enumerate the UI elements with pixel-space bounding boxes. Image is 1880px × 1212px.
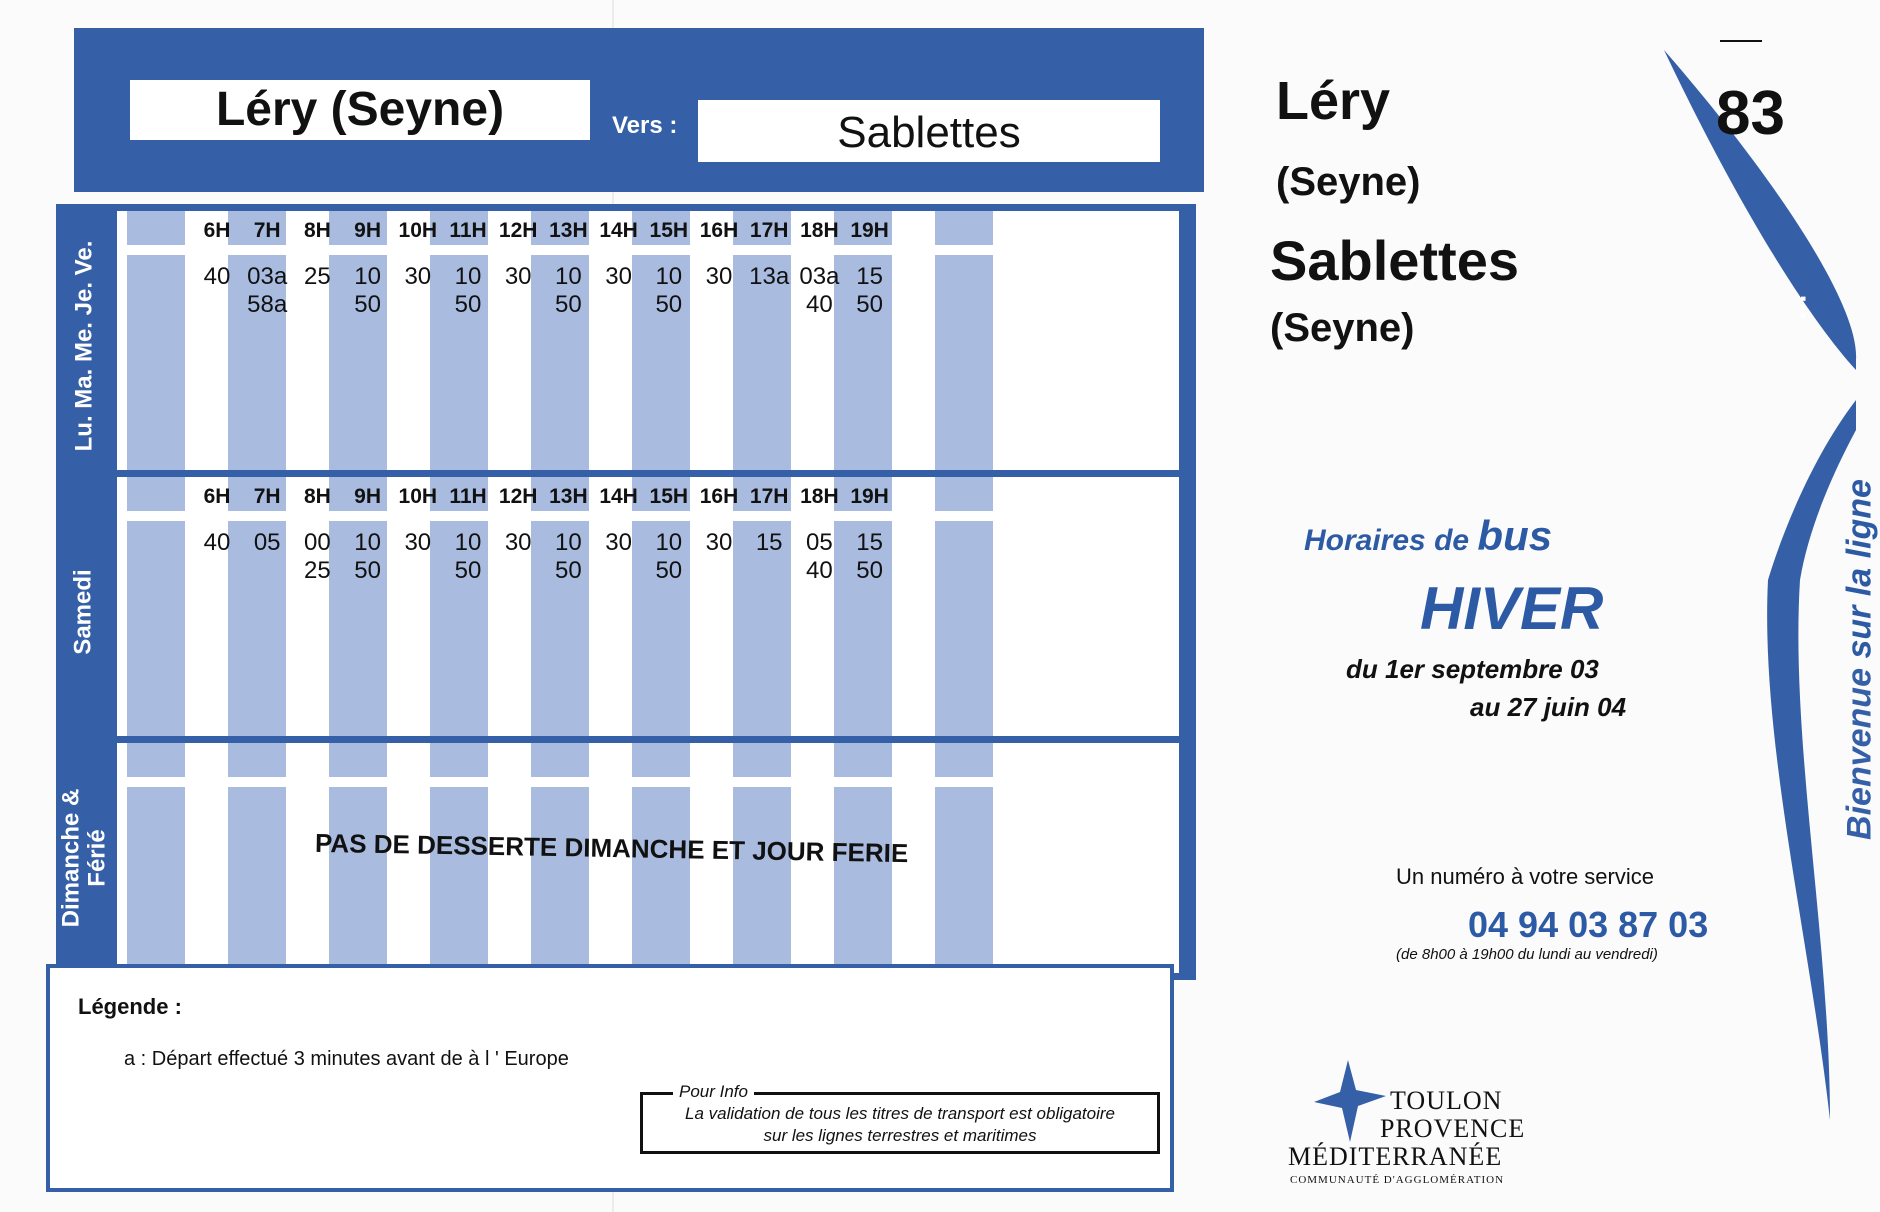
hour-header: 8H <box>303 219 331 242</box>
cover-origin-sub: (Seyne) <box>1276 160 1421 204</box>
sunday-label <box>58 789 110 928</box>
shade-column <box>834 211 892 481</box>
hour-header: 11H <box>449 219 487 242</box>
shade-column <box>127 211 185 481</box>
horaires-prefix: Horaires de <box>1304 524 1470 557</box>
shade-column <box>531 477 589 747</box>
shade-column <box>733 211 791 481</box>
departure-minutes: 13a <box>749 263 790 290</box>
swoosh-decoration <box>1660 40 1860 1140</box>
departure-minutes: 05 40 <box>806 529 833 584</box>
hour-header: 13H <box>549 219 588 242</box>
hour-header: 18H <box>800 485 839 508</box>
departure-minutes: 40 <box>203 529 231 556</box>
horaires-title <box>1304 512 1552 560</box>
hour-header: 18H <box>800 219 839 242</box>
period-line1: du 1er septembre 03 <box>1346 654 1599 684</box>
sunday-label-wrap <box>56 736 112 980</box>
hour-header: 10H <box>398 219 438 242</box>
legend-box <box>46 964 1174 1192</box>
departure-minutes: 10 50 <box>354 263 381 318</box>
schedule-header <box>74 28 1204 192</box>
departure-minutes: 30 <box>705 263 733 290</box>
hour-header: 12H <box>498 485 538 508</box>
shade-column <box>935 743 993 973</box>
weekday-section <box>56 204 1196 488</box>
departure-minutes: 30 <box>705 529 733 556</box>
hour-header: 7H <box>253 219 281 242</box>
shade-column <box>632 477 690 747</box>
departure-minutes: 10 50 <box>354 529 381 584</box>
tpm-logo <box>1288 1056 1526 1186</box>
shade-column <box>228 211 286 481</box>
departure-minutes: 30 <box>605 529 632 556</box>
hour-header: 9H <box>354 219 382 242</box>
saturday-section <box>56 470 1196 754</box>
logo-line3: MÉDITERRANÉE <box>1288 1142 1503 1171</box>
hour-header: 9H <box>354 485 382 508</box>
logo-line4: COMMUNAUTÉ D'AGGLOMÉRATION <box>1290 1174 1505 1186</box>
hour-header: 17H <box>749 485 789 508</box>
hour-header: 14H <box>599 219 638 242</box>
departure-minutes: 30 <box>504 529 532 556</box>
logo-line1: TOULON <box>1390 1086 1503 1115</box>
info-line2: sur les lignes terrestres et maritimes <box>763 1126 1037 1145</box>
shade-column <box>935 477 993 747</box>
cover-destination: Sablettes <box>1270 229 1519 292</box>
weekday-grid <box>114 208 1182 484</box>
shade-column <box>834 477 892 747</box>
cover-origin: Léry <box>1276 71 1391 131</box>
hour-header: 19H <box>850 219 889 242</box>
line-number: 83 <box>1716 79 1785 148</box>
sunday-label-line1: Dimanche & <box>57 788 85 928</box>
sunday-label-line2: Férié <box>83 829 111 887</box>
vers-label: Vers : <box>612 112 678 139</box>
shade-column <box>531 211 589 481</box>
departure-minutes: 15 50 <box>856 529 883 584</box>
shade-column <box>127 477 185 747</box>
weekday-label: Lu. Ma. Me. Je. Ve. <box>70 240 97 452</box>
hour-header: 15H <box>649 219 689 242</box>
departure-minutes: 40 <box>203 263 231 290</box>
service-label: Un numéro à votre service <box>1396 864 1654 889</box>
welcome-blue: Bienvenue <box>1840 668 1879 840</box>
departure-minutes: 25 <box>304 263 331 290</box>
hour-header: 16H <box>699 219 739 242</box>
hour-header: 7H <box>253 485 281 508</box>
hour-header: 6H <box>203 485 231 508</box>
departure-minutes: 10 50 <box>655 263 683 318</box>
saturday-grid <box>114 474 1182 750</box>
departure-minutes: 15 <box>755 529 783 556</box>
legend-title: Légende : <box>78 994 182 1019</box>
departure-minutes: 30 <box>404 529 432 556</box>
shade-column <box>733 477 791 747</box>
departure-minutes: 03a 58a <box>247 263 288 318</box>
hour-header: 12H <box>498 219 538 242</box>
departure-minutes: 10 50 <box>555 529 582 584</box>
phone-hours: (de 8h00 à 19h00 du lundi au vendredi) <box>1396 946 1658 963</box>
departure-minutes: 15 50 <box>856 263 883 318</box>
hour-header: 10H <box>398 485 438 508</box>
departure-minutes: 10 50 <box>454 529 482 584</box>
shade-column <box>329 211 387 481</box>
info-line1: La validation de tous les titres de transport est obligatoire <box>685 1104 1115 1123</box>
hour-header: 14H <box>599 485 638 508</box>
no-service-notice: PAS DE DESSERTE DIMANCHE ET JOUR FERIE <box>314 827 909 869</box>
origin-box: Léry (Seyne) <box>130 80 590 140</box>
welcome-text <box>1841 420 1880 900</box>
destination-box: Sablettes <box>698 100 1160 162</box>
sunday-section <box>56 736 1196 980</box>
departure-minutes: 00 25 <box>304 529 331 584</box>
info-title: Pour Info <box>673 1081 754 1103</box>
weekday-label-wrap <box>56 204 112 488</box>
star-logo-icon <box>1310 1056 1390 1146</box>
shade-column <box>935 211 993 481</box>
departure-minutes: 30 <box>605 263 632 290</box>
legend-a-note: a : Départ effectué 3 minutes avant de à l ' Europe <box>124 1048 569 1070</box>
season-title: HIVER <box>1420 575 1604 642</box>
departure-minutes: 10 50 <box>555 263 582 318</box>
horaires-bus: bus <box>1477 512 1553 559</box>
hour-header: 6H <box>203 219 231 242</box>
period-line2: au 27 juin 04 <box>1470 692 1627 722</box>
saturday-label-wrap <box>56 470 112 754</box>
shade-column <box>632 211 690 481</box>
info-box <box>640 1082 1160 1154</box>
hour-header: 16H <box>699 485 739 508</box>
welcome-line: sur la ligne <box>1840 479 1879 659</box>
shade-column <box>228 743 286 973</box>
hour-header: 15H <box>649 485 689 508</box>
hour-header: 19H <box>850 485 889 508</box>
shade-column <box>430 477 488 747</box>
shade-column <box>127 743 185 973</box>
phone-number: 04 94 03 87 03 <box>1468 904 1709 945</box>
logo-line2: PROVENCE <box>1380 1114 1526 1143</box>
saturday-label: Samedi <box>70 569 97 655</box>
hour-header: 17H <box>749 219 789 242</box>
hour-header: 13H <box>549 485 588 508</box>
shade-column <box>430 211 488 481</box>
departure-minutes: 10 50 <box>454 263 482 318</box>
departure-minutes: 05 <box>253 529 281 556</box>
cover-destination-sub: (Seyne) <box>1270 306 1415 350</box>
departure-minutes: 30 <box>504 263 532 290</box>
line-dots: ... <box>1779 294 1813 320</box>
line-number-bar <box>1720 40 1762 42</box>
shade-column <box>329 477 387 747</box>
shade-column <box>228 477 286 747</box>
departure-minutes: 03a 40 <box>799 263 840 318</box>
departure-minutes: 10 50 <box>655 529 683 584</box>
hour-header: 8H <box>303 485 331 508</box>
hour-header: 11H <box>449 485 487 508</box>
departure-minutes: 30 <box>404 263 432 290</box>
sunday-grid <box>114 740 1182 976</box>
